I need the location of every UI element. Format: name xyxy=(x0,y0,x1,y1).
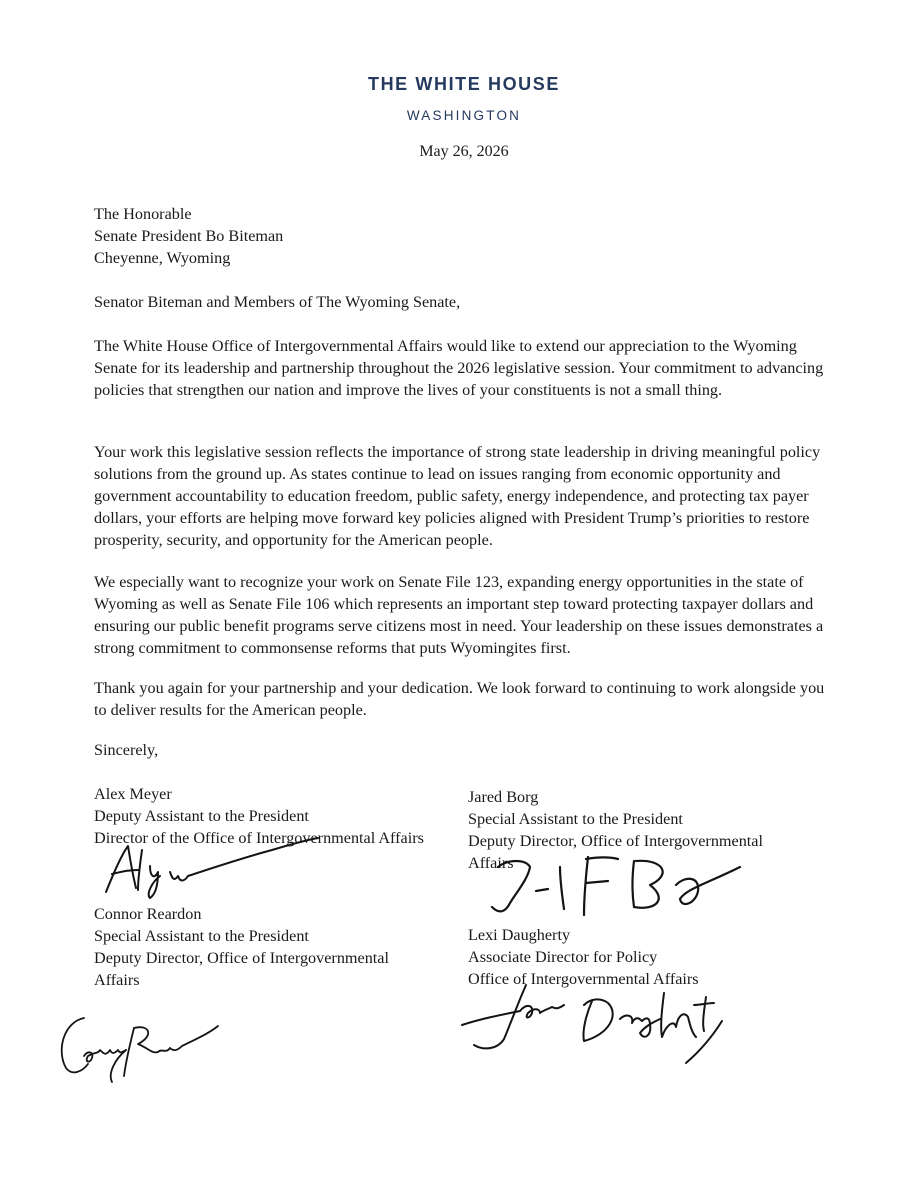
signatory-title: Office of Intergovernmental Affairs xyxy=(468,970,699,988)
signatory-title: Deputy Director, Office of Intergovernmental xyxy=(468,832,763,850)
signatory-title: Deputy Director, Office of Intergovernmental xyxy=(94,949,389,967)
body-paragraph: The White House Office of Intergovernmental Affairs would like to extend our appreciation to the Wyoming Senate for its leadership and partnership throughout the 2026 legislative session. Your commitment to advancing policies that strengthen our nation and improve the lives of your constituents is not a small thing. xyxy=(94,337,824,399)
closing: Sincerely, xyxy=(94,741,159,759)
signature-connor-reardon-icon xyxy=(54,1010,224,1090)
salutation: Senator Biteman and Members of The Wyoming Senate, xyxy=(94,293,461,311)
signatory-name: Alex Meyer xyxy=(94,785,172,803)
signatory-name: Lexi Daugherty xyxy=(468,926,571,944)
body-paragraph: We especially want to recognize your work on Senate File 123, expanding energy opportunities in the state of Wyoming as well as Senate File 106 which represents an important step toward protecting taxpayer dollars and ensuring our public benefit programs serve citizens most in need. Your leadership on these issues demonstrates a strong commitment to commonsense reforms that puts Wyomingites first. xyxy=(94,573,824,657)
body-paragraph: Thank you again for your partnership and your dedication. We look forward to continuing to work alongside you to deliver results for the American people. xyxy=(94,679,825,719)
signatory-title: Director of the Office of Intergovernmental Affairs xyxy=(94,829,424,847)
signatory-title: Special Assistant to the President xyxy=(94,927,309,945)
letter-date: May 26, 2026 xyxy=(419,143,509,160)
letterhead-title: THE WHITE HOUSE xyxy=(367,74,560,94)
signatory-title: Affairs xyxy=(468,854,514,872)
signatory-title: Deputy Assistant to the President xyxy=(94,807,309,825)
signatory-title: Associate Director for Policy xyxy=(468,948,658,966)
body-paragraph: Your work this legislative session reflects the importance of strong state leadership in driving meaningful policy solutions from the ground up. As states continue to lead on issues ranging from economic opportunity and government accountability to education freedom, public safety, energy independence, and protecting tax payer dollars, your efforts are helping move forward key policies aligned with President Trump’s priorities to restore prosperity, security, and opportunity for the American people. xyxy=(94,443,821,549)
signatory-title: Affairs xyxy=(94,971,140,989)
signature-alex-meyer-icon xyxy=(92,832,332,902)
recipient-line: Senate President Bo Biteman xyxy=(94,227,284,245)
recipient-line: Cheyenne, Wyoming xyxy=(94,249,231,267)
letterhead-subtitle: WASHINGTON xyxy=(406,108,522,123)
signatory-name: Connor Reardon xyxy=(94,905,202,923)
signature-lexi-daugherty-icon xyxy=(460,975,730,1065)
signatory-title: Special Assistant to the President xyxy=(468,810,683,828)
signature-jared-borg-icon xyxy=(486,845,756,925)
signatory-block xyxy=(94,903,389,991)
recipient-line: The Honorable xyxy=(94,205,192,223)
signatory-name: Jared Borg xyxy=(468,788,539,806)
recipient-address xyxy=(94,203,283,269)
